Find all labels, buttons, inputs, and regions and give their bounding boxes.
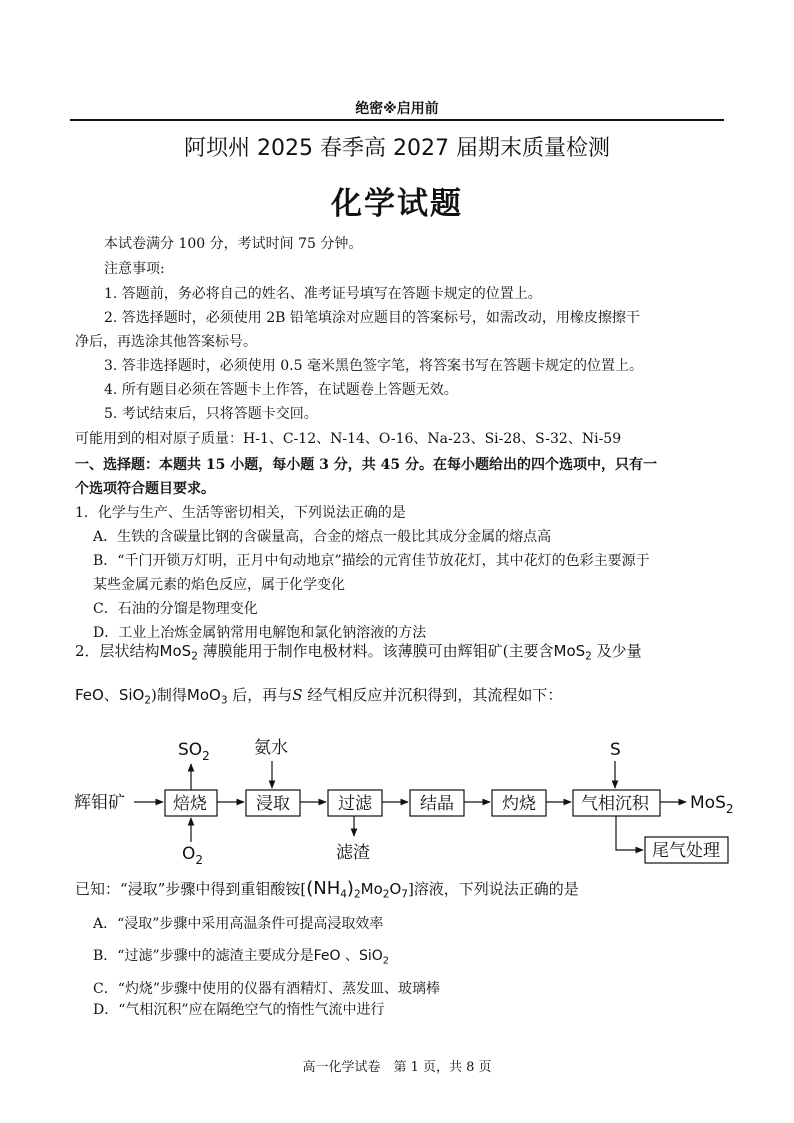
q2-stem-text: 2．层状结构 — [75, 642, 160, 660]
q2-known-text: ]溶液，下列说法正确的是 — [407, 880, 579, 898]
flow-arrow-tail-gas — [616, 816, 643, 850]
q2-option-d: D．“气相沉积”应在隔绝空气的惰性气流中进行 — [93, 1002, 385, 1018]
flow-label-crystal: 结晶 — [420, 794, 454, 814]
score-time-note: 本试卷满分 100 分，考试时间 75 分钟。 — [104, 236, 363, 252]
flow-label-tail-gas: 尾气处理 — [652, 841, 720, 861]
formula-feo-sio2: FeO、SiO$_2$ — [75, 686, 152, 707]
notice-item: 2. 答选择题时，必须使用 2B 铅笔填涂对应题目的答案标号，如需改动，用橡皮擦擦干 — [104, 310, 640, 326]
q2-option-c: C．“灼烧”步骤中使用的仪器有酒精灯、蒸发皿、玻璃棒 — [93, 981, 441, 997]
atomic-masses: 可能用到的相对原子质量：H-1、C-12、N-14、O-16、Na-23、Si-28、S-32、Ni-59 — [75, 431, 622, 447]
section-heading: 一、选择题：本题共 15 小题，每小题 3 分，共 45 分。在每小题给出的四个选项中，只有一 — [75, 457, 657, 473]
flow-label-filter: 过滤 — [338, 794, 372, 814]
notice-item: 3. 答非选择题时，必须使用 0.5 毫米黑色签字笔，将答案书写在答题卡规定的位置上。 — [104, 358, 643, 374]
flow-label-ore: 辉钼矿 — [74, 793, 125, 813]
q2-known-text: 已知：“浸取”步骤中得到重钼酸铵[ — [75, 880, 307, 898]
flow-label-residue: 滤渣 — [336, 843, 370, 863]
exam-title: 阿坝州 2025 春季高 2027 届期末质量检测 — [184, 136, 610, 161]
formula-s: S — [292, 686, 303, 704]
q2-stem-text: 后，再与 — [227, 686, 293, 704]
q2-stem-line2 — [75, 685, 562, 706]
formula-mos2: MoS$_2$ — [159, 642, 198, 663]
q2-option-a: A．“浸取”步骤中采用高温条件可提高浸取效率 — [93, 916, 384, 932]
subject-title: 化学试题 — [331, 186, 463, 222]
formula-moo3: MoO$_3$ — [186, 686, 228, 707]
notice-item-continued: 净后，再选涂其他答案标号。 — [75, 334, 257, 350]
notice-item: 4. 所有题目必须在答题卡上作答，在试题卷上答题无效。 — [104, 382, 458, 398]
flow-label-sulfur: S — [610, 740, 621, 760]
section-heading-continued: 个选项符合题目要求。 — [75, 481, 215, 497]
q2-stem-text: 经气相反应并沉积得到，其流程如下： — [302, 686, 563, 704]
secret-mark: 绝密※启用前 — [355, 101, 439, 117]
q1-option-b-continued: 某些金属元素的焰色反应，属于化学变化 — [93, 577, 345, 593]
q2-stem-text: )制得 — [151, 686, 187, 704]
formula-feo-sio2: FeO 、SiO$_2$ — [313, 948, 390, 967]
notice-item: 1. 答题前，务必将自己的姓名、准考证号填写在答题卡规定的位置上。 — [104, 286, 542, 302]
formula-mos2: MoS$_2$ — [553, 642, 592, 663]
flow-label-ammonia: 氨水 — [254, 738, 288, 758]
q2-option-b-text: B．“过滤”步骤中的滤渣主要成分是 — [93, 948, 314, 964]
q1-stem: 1．化学与生产、生活等密切相关，下列说法正确的是 — [75, 505, 406, 521]
flow-label-burn: 灼烧 — [502, 794, 536, 814]
q1-option-c: C．石油的分馏是物理变化 — [93, 601, 258, 617]
q1-option-d: D．工业上冶炼金属钠常用电解饱和氯化钠溶液的方法 — [93, 625, 427, 641]
page-footer: 高一化学试卷 第 1 页，共 8 页 — [302, 1060, 492, 1075]
q1-option-b: B．“千门开锁万灯明，正月中旬动地京”描绘的元宵佳节放花灯，其中花灯的色彩主要源于 — [93, 553, 650, 569]
q2-stem-line1 — [75, 641, 642, 662]
flow-label-vapor: 气相沉积 — [581, 794, 649, 814]
process-flow-diagram — [0, 728, 794, 874]
notice-item: 5. 考试结束后，只将答题卡交回。 — [104, 406, 318, 422]
flow-label-leach: 浸取 — [256, 794, 290, 814]
flow-label-o2: $O_2$ — [182, 844, 204, 867]
flow-label-so2: $SO_2$ — [178, 740, 210, 763]
flow-label-roast: 焙烧 — [173, 794, 207, 814]
notice-heading: 注意事项: — [104, 261, 165, 277]
q2-stem-text: 及少量 — [591, 642, 642, 660]
flow-label-product: MoS$_2$ — [690, 793, 734, 816]
formula-ammonium-dimolybdate: $(NH_4)_2Mo_2O_7$ — [306, 878, 408, 901]
q2-stem-text: 薄膜能用于制作电极材料。该薄膜可由辉钼矿(主要含 — [197, 642, 554, 660]
q2-option-b — [93, 946, 389, 966]
header-rule — [70, 119, 724, 121]
q2-known-info — [75, 878, 579, 900]
q1-option-a: A．生铁的含碳量比钢的含碳量高，合金的熔点一般比其成分金属的熔点高 — [93, 529, 552, 545]
